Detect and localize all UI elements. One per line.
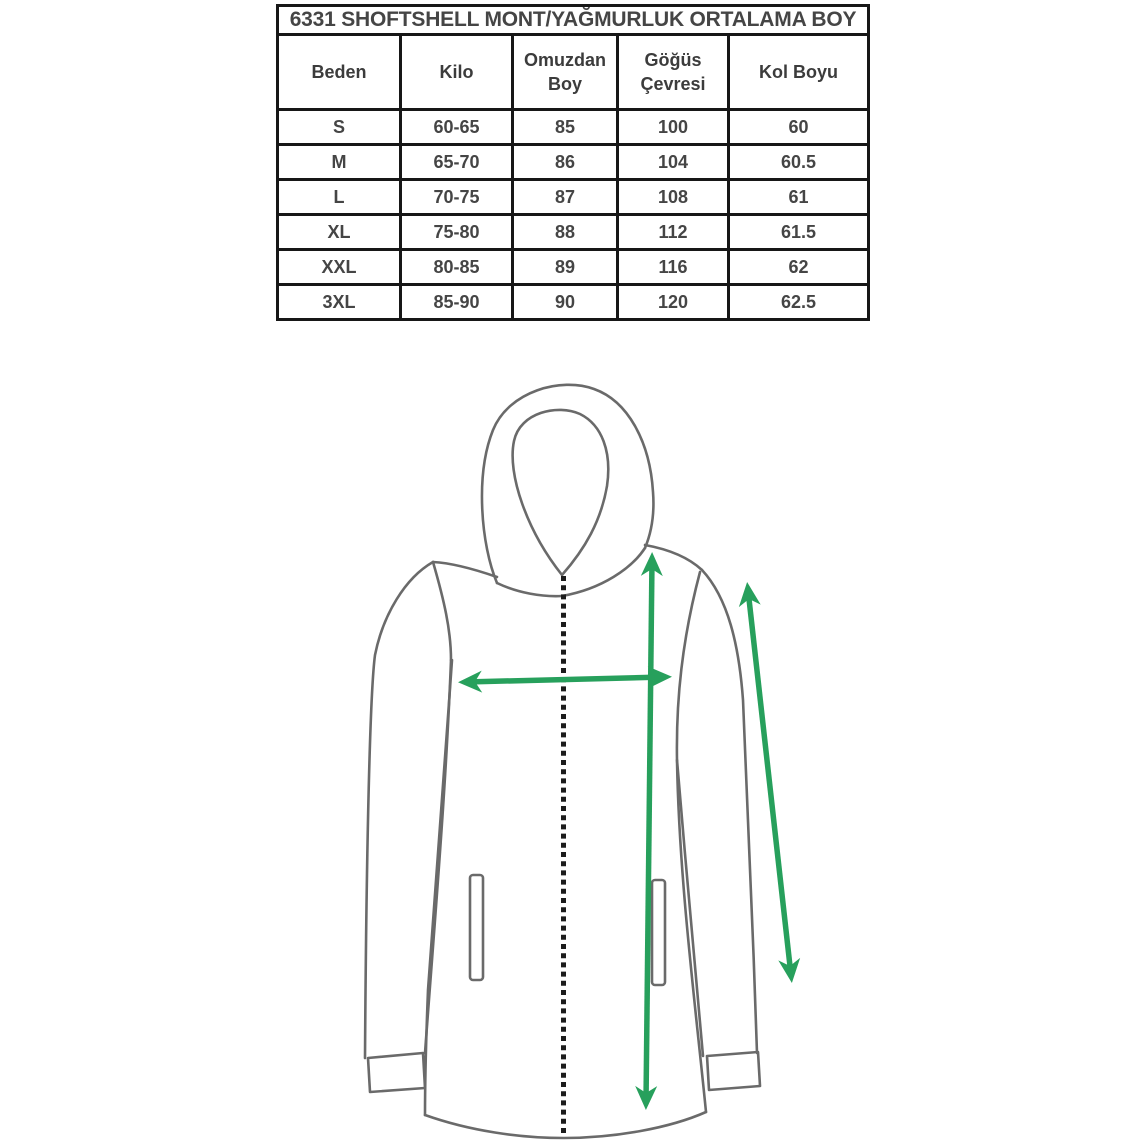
col-header-gogus-cevresi: Göğüs Çevresi [618,35,729,110]
cell-kol-boyu: 61 [729,180,869,215]
col-header-beden: Beden [278,35,401,110]
header-row [278,35,869,110]
cell-omuzdan-boy: 89 [513,250,618,285]
cell-kol-boyu: 61.5 [729,215,869,250]
title-row [278,6,869,35]
cell-beden: 3XL [278,285,401,320]
cell-kol-boyu: 62.5 [729,285,869,320]
cell-omuzdan-boy: 87 [513,180,618,215]
col-header-kol-boyu: Kol Boyu [729,35,869,110]
cell-kol-boyu: 60 [729,110,869,145]
table-row-s [278,110,869,145]
cell-gogus-cevresi: 116 [618,250,729,285]
chest-width-arrow [466,677,664,682]
table-row-m [278,145,869,180]
cell-omuzdan-boy: 90 [513,285,618,320]
left-cuff [368,1053,425,1092]
col-header-kilo: Kilo [401,35,513,110]
cell-kilo: 60-65 [401,110,513,145]
shoulder-length-arrow [646,560,652,1102]
cell-beden: L [278,180,401,215]
cell-kilo: 85-90 [401,285,513,320]
table-row-xxl [278,250,869,285]
cell-omuzdan-boy: 88 [513,215,618,250]
col-header-omuzdan-boy: Omuzdan Boy [513,35,618,110]
table-row-xl [278,215,869,250]
cell-kilo: 80-85 [401,250,513,285]
cell-beden: XL [278,215,401,250]
table-row-3xl [278,285,869,320]
cell-beden: M [278,145,401,180]
right-pocket [652,880,665,985]
cell-omuzdan-boy: 86 [513,145,618,180]
jacket-measurement-diagram [330,360,840,1140]
cell-kilo: 70-75 [401,180,513,215]
hood-opening [513,410,609,575]
hood-outline [482,385,653,583]
cell-beden: XXL [278,250,401,285]
cell-gogus-cevresi: 120 [618,285,729,320]
right-cuff [707,1052,760,1090]
cell-gogus-cevresi: 100 [618,110,729,145]
table-row-l [278,180,869,215]
cell-gogus-cevresi: 112 [618,215,729,250]
sleeve-length-arrow [748,590,791,975]
size-table [276,4,870,321]
table-title: 6331 SHOFTSHELL MONT/YAĞMURLUK ORTALAMA BOY [278,6,869,35]
cell-gogus-cevresi: 108 [618,180,729,215]
cell-kilo: 65-70 [401,145,513,180]
left-pocket [470,875,483,980]
cell-omuzdan-boy: 85 [513,110,618,145]
cell-beden: S [278,110,401,145]
cell-kol-boyu: 60.5 [729,145,869,180]
cell-gogus-cevresi: 104 [618,145,729,180]
cell-kilo: 75-80 [401,215,513,250]
cell-kol-boyu: 62 [729,250,869,285]
